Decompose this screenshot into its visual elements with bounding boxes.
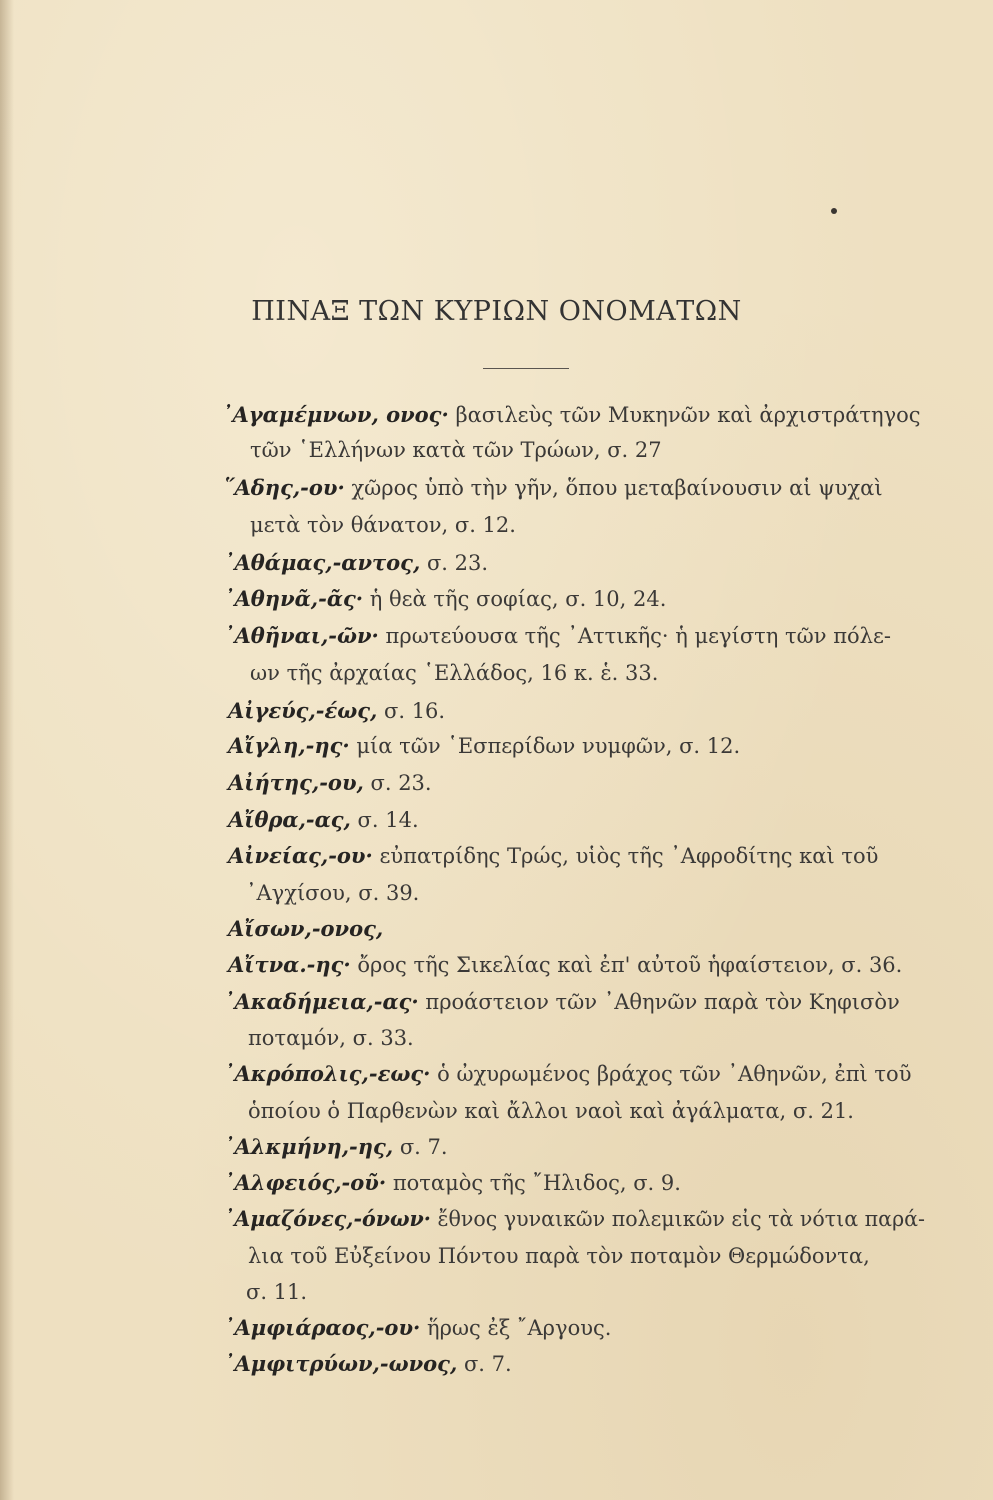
definition: μία τῶν ῾Εσπερίδων νυμφῶν, σ. 12.: [349, 734, 741, 758]
index-line: [224, 549, 488, 577]
headword: Αἴσων,-ονος,: [228, 916, 384, 941]
index-line: [228, 951, 902, 979]
index-line: [228, 769, 432, 797]
definition: ποταμόν, σ. 33.: [248, 1026, 414, 1050]
definition: ἡ θεὰ τῆς σοφίας, σ. 10, 24.: [363, 587, 667, 611]
definition: σ. 14.: [350, 808, 419, 832]
index-line: [250, 436, 662, 464]
index-line: [222, 401, 921, 429]
definition: ὄρος τῆς Σικελίας καὶ ἐπ' αὐτοῦ ἡφαίστειον, σ. 36.: [350, 953, 903, 977]
headword: ᾿Αμφιτρύων,-ωνος,: [224, 1351, 458, 1376]
headword: ᾿Αθῆναι,-ῶν·: [224, 623, 379, 648]
headword: Αἴθρα,-ας,: [228, 807, 351, 832]
definition: ἥρως ἐξ ῎Αργους.: [420, 1316, 612, 1340]
definition: βασιλεὺς τῶν Μυκηνῶν καὶ ἀρχιστράτηγος: [448, 403, 921, 427]
definition: ποταμὸς τῆς ῎Ηλιδος, σ. 9.: [386, 1171, 681, 1195]
index-line: [224, 1314, 611, 1342]
headword: ᾿Αθηνᾶ,-ᾶς·: [224, 586, 364, 611]
definition: ὁ ὠχυρωμένος βράχος τῶν ᾿Αθηνῶν, ἐπὶ τοῦ: [430, 1062, 912, 1086]
index-line: [224, 1169, 681, 1197]
definition: ἔθνος γυναικῶν πολεμικῶν εἰς τὰ νότια παρά-: [430, 1207, 925, 1231]
index-line: [228, 697, 445, 725]
index-line: [224, 1205, 925, 1233]
definition: εὐπατρίδης Τρώς, υἱὸς τῆς ᾿Αφροδίτης καὶ τοῦ: [372, 844, 879, 868]
ink-dot: [831, 208, 837, 214]
definition: σ. 11.: [246, 1280, 308, 1304]
definition: πρωτεύουσα τῆς ᾿Αττικῆς· ἡ μεγίστη τῶν πόλε-: [378, 624, 891, 648]
definition: ᾿Αγχίσου, σ. 39.: [246, 881, 420, 905]
index-line: [248, 1242, 870, 1270]
definition: σ. 7.: [457, 1352, 512, 1376]
index-line: [250, 659, 658, 687]
page-edge-shadow: [0, 0, 14, 1500]
headword: ᾿Αλφειός,-οῦ·: [224, 1170, 387, 1195]
definition: τῶν ῾Ελλήνων κατὰ τῶν Τρώων, σ. 27: [250, 438, 662, 462]
headword: ῞Αδης,-ου·: [224, 475, 345, 500]
definition: μετὰ τὸν θάνατον, σ. 12.: [250, 513, 516, 537]
definition: χῶρος ὑπὸ τὴν γῆν, ὅπου μεταβαίνουσιν αἱ ψυχαὶ: [344, 476, 883, 500]
headword: ᾿Αμφιάραος,-ου·: [224, 1315, 421, 1340]
index-line: [246, 879, 419, 907]
index-line: [224, 1133, 448, 1161]
index-line: [248, 1097, 854, 1125]
title-divider: [483, 368, 569, 369]
definition: προάστειον τῶν ᾿Αθηνῶν παρὰ τὸν Κηφισὸν: [418, 990, 900, 1014]
index-line: [228, 915, 383, 943]
headword: ᾿Αθάμας,-αντος,: [224, 550, 421, 575]
index-line: [224, 988, 900, 1016]
index-line: [228, 732, 740, 760]
index-line: [228, 842, 878, 870]
headword: Αἴγλη,-ης·: [228, 733, 350, 758]
definition: σ. 16.: [377, 699, 446, 723]
index-line: [228, 806, 419, 834]
headword: ᾿Ακαδήμεια,-ας·: [224, 989, 419, 1014]
page-title: ΠΙΝΑΞ ΤΩΝ ΚΥΡΙΩΝ ΟΝΟΜΑΤΩΝ: [251, 296, 742, 327]
definition: σ. 23.: [363, 771, 432, 795]
headword: Αἴτνα.-ης·: [228, 952, 351, 977]
headword: Αἰήτης,-ου,: [228, 770, 364, 795]
index-line: [224, 585, 666, 613]
headword: Αἰνείας,-ου·: [228, 843, 373, 868]
index-line: [224, 1060, 911, 1088]
headword: ᾿Ακρόπολις,-εως·: [224, 1061, 431, 1086]
headword: ᾿Αλκμήνη,-ης,: [224, 1134, 394, 1159]
headword: Αἰγεύς,-έως,: [228, 698, 378, 723]
index-line: [224, 1350, 512, 1378]
definition: σ. 7.: [393, 1135, 448, 1159]
headword: ᾿Αγαμέμνων, ονος·: [222, 402, 449, 427]
index-line: [224, 622, 891, 650]
definition: λια τοῦ Εὐξείνου Πόντου παρὰ τὸν ποταμὸν Θερμώδοντα,: [248, 1244, 870, 1268]
headword: ᾿Αμαζόνες,-όνων·: [224, 1206, 431, 1231]
index-line: [250, 511, 516, 539]
index-line: [246, 1278, 307, 1306]
index-line: [224, 474, 883, 502]
definition: ων τῆς ἀρχαίας ῾Ελλάδος, 16 κ. ἑ. 33.: [250, 661, 659, 685]
definition: σ. 23.: [420, 551, 489, 575]
index-line: [248, 1024, 414, 1052]
definition: ὁποίου ὁ Παρθενὼν καὶ ἄλλοι ναοὶ καὶ ἀγάλματα, σ. 21.: [248, 1099, 854, 1123]
